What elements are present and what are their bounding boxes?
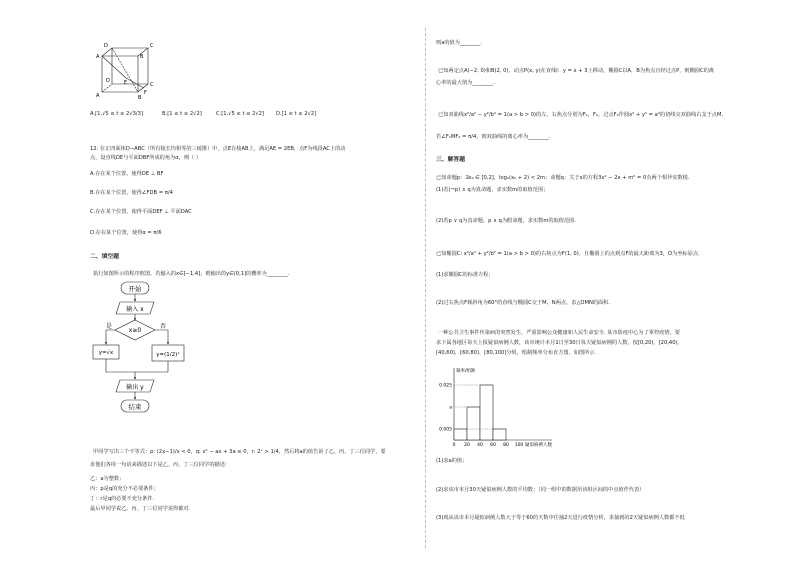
r-ellipse-2: 心率的最大值为________. [436,80,495,86]
r-prop-1: 已知命题p：∃x₀ ∈ [0,2]，log₂(x₀ + 2) < 2m；命题q：关于x的方程3x² − 2x + m² = 0有两个相异实数根. [436,175,690,181]
y-axis-label: 频率/组距 [456,369,476,374]
section-fill-blank: 二、填空题 [90,254,119,260]
q14-line-yi: 乙：a为整数； [90,476,125,482]
flow-end: 结束 [128,403,142,411]
flow-input: 输入 x [126,306,144,313]
cube-label-f: F [144,90,147,96]
r-prop-2: (1)若(¬p) ∧ q为真命题，求实数m的取值范围； [436,187,549,193]
q12-option-d: D.存在某个位置，使得α = π/6 [90,230,162,236]
flow-output: 输出 y [126,384,144,391]
cube-label-b1: B [140,54,144,60]
histogram-bar [454,429,467,440]
q14-line-final: 最后甲同学说乙、丙、丁三位同学说得都对. [90,506,191,512]
r-epidemic-1: 一种公共卫生事件传染病的突然发生，严重影响公众健康和人民生命安全. 某市防疫中心为了掌控疫情，要 [438,330,680,336]
x-tick-label: 0 [452,443,456,448]
cube-label-a: A [96,93,100,99]
cube-label-b: B [138,95,142,100]
flow-condition: x≥0 [128,327,142,334]
x-axis-label: 疑似病例人数 [525,443,552,448]
r-line-1: 则a的值为________. [436,40,483,46]
r-epidemic-2: 求下属各地区每天上报疑似病例人数，该市统计本月1日至30日每天疑似病例的人数，按[0,20)，[20,40)， [436,340,683,346]
r-epidemic-3: [40,60)，[60,80)，[80,100]分组，绘制频率分布直方图，如图所示. [436,350,597,356]
cube-label-d1: D [104,43,108,49]
cube-label-a1: A [96,54,100,60]
flow-left-box: y=√x [98,350,114,356]
y-tick-label: a [449,405,452,411]
q12-text-1: 12. 在正四面体D−ABC（所有棱长均相等的三棱锥）中，点E在棱AB上，满足AE = 2EB，点F为线段AC上的动 [90,146,346,152]
column-divider [425,28,426,548]
x-tick-label: 40 [477,443,483,448]
histogram-bar [493,429,506,440]
histogram-chart [436,362,566,452]
q14-line-bing: 丙：p是q的充分不必要条件； [90,486,159,492]
flow-no: 否 [160,323,167,330]
r-ellipse-1: 已知两定点A(−2, 0)和B(2, 0)，动点P(x, y)在直线l：y = x + 3上移动，椭圆C以A，B为焦点且经过点P，则椭圆C的离 [438,68,714,74]
q11-option-d: D.[1 ≤ t ≤ 2√2] [276,111,317,117]
r-epidemic-q1: (1)求a的值； [436,458,468,464]
x-tick-label: 100 [514,443,524,448]
q12-text-2: 点，设直线DE与平面DBF所成的角为α，则（ ） [90,155,202,161]
flow-right-box: y=(1/2)ˣ [156,352,180,358]
q13-text: 执行如图所示的程序框图，若输入的x∈[−1,4]，则输出的y∈(0,1]的概率为________. [93,271,290,277]
cube-label-c: C [150,82,154,88]
q14-text-1: 甲同学写出三个不等式：p: (2x−1)/x < 0，q: x² − ax + 3a ≤ 0，r: 2ˣ > 1/4，然后将a的值告诉了乙、丙、丁三位同学，要 [93,449,386,455]
q12-option-a: A.存在某个位置，使得DE ⊥ BF [90,171,164,177]
cube-figure [96,38,162,100]
r-ellipse2-1: 已知椭圆C: x²/a² + y²/b² = 1(a > b > 0)的右焦点为F(1, 0)，且椭圆上的点到点F的最大距离为3，O为坐标原点. [436,251,700,257]
r-ellipse2-3: (2)过右焦点F倾斜角为60°的直线与椭圆C交于M、N两点，求△OMN的面积. [436,300,611,306]
y-tick-label: 0.005 [439,427,452,433]
x-tick-label: 80 [503,443,509,448]
r-epidemic-q2: (2)求该市本月30天疑似病例人数的平均数；（同一组中的数据用该组区间的中点值作代表） [436,487,645,493]
q11-option-a: A.[1,√5 ≤ t ≤ 2√3/3] [90,111,143,117]
cube-label-e: E [124,80,128,86]
q14-line-ding: 丁：r是q的必要不充分条件. [90,496,155,502]
r-hyperbola-1: 已知双曲线x²/a² − y²/b² = 1(a > b > 0)的左、右焦点分别为F₁，F₂，过点F₂作圆x² + y² = a²的切线交双曲线右支于点M， [438,112,727,118]
x-tick-label: 20 [464,443,470,448]
q14-text-2: 求他们各用一句话来描述以下是乙、丙、丁三位同学的描述： [90,462,231,468]
flowchart [88,280,198,420]
section-answer: 三、解答题 [436,157,465,163]
q11-option-b: B.[1 ≤ t ≤ 2√2] [162,111,202,117]
r-hyperbola-2: 若∠F₁MF₂ = π/4，则双曲线的离心率为________. [436,134,551,140]
flow-yes: 是 [106,323,113,330]
x-tick-label: 60 [490,443,496,448]
cube-label-d: D [106,78,110,84]
y-tick-label: 0.025 [439,383,452,389]
histogram-bar [467,407,480,440]
q12-option-b: B.存在某个位置，使得∠FDB = π/4 [90,190,173,196]
q12-option-c: C.存在某个位置，使得平面DEF ⊥ 平面DAC [90,209,192,215]
cube-label-c1: C [150,43,154,49]
flow-start: 开始 [128,285,142,293]
q11-option-c: C.[1,√5 ≤ t ≤ 2√2] [216,111,265,117]
r-epidemic-q3: (3)现从该市本月疑似病例人数大于等于60的天数中任抽2天进行疫情分析，求抽到的2天疑似病例人数都不低 [436,515,685,521]
r-ellipse2-2: (1)求椭圆C的标准方程； [436,272,494,278]
r-prop-3: (2)若p ∨ q为真命题，p ∧ q为假命题，求实数m的取值范围. [436,218,576,224]
histogram-bar [480,385,493,440]
